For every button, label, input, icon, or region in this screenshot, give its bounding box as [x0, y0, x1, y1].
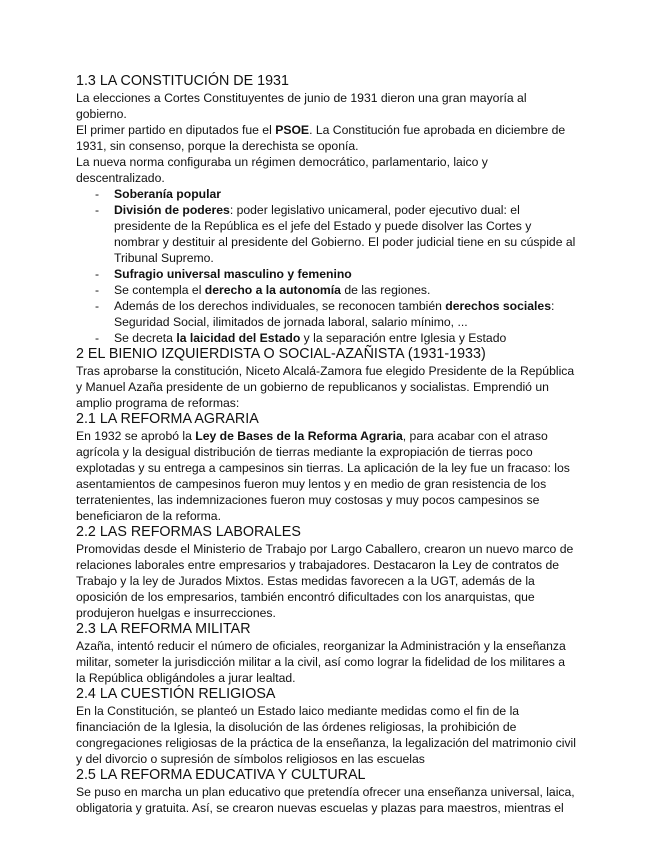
list-item — [76, 330, 576, 346]
dash-marker: - — [95, 203, 100, 217]
bold-text: PSOE — [275, 123, 310, 137]
paragraph-educational-reform: Se puso en marcha un plan educativo que pretendía ofrecer una enseñanza universal, laica, obligatoria y gratuita. Así, se crearon nuevas escuelas y plazas para maestros, mientras el — [76, 785, 575, 815]
bold-text: derecho a la autonomía — [204, 283, 341, 297]
text: : Seguridad Social, ilimitados de jornada laboral, salario mínimo, ... — [114, 299, 555, 329]
document-page — [76, 73, 576, 816]
section-heading-2-1: 2.1 LA REFORMA AGRARIA — [76, 411, 259, 427]
bold-text: Ley de Bases de la Reforma Agraria — [195, 429, 403, 443]
text: y la separación entre Iglesia y Estado — [300, 331, 507, 345]
paragraph-military-reform: Azaña, intentó reducir el número de oficiales, reorganizar la Administración y la enseñanza militar, someter la jurisdicción militar a la civil, así como lograr la fidelidad de los militares a la República obligándoles a jurar lealtad. — [76, 639, 566, 685]
paragraph-agrarian-reform — [76, 428, 576, 524]
dash-marker: - — [95, 299, 100, 313]
text: Además de los derechos individuales, se reconocen también — [114, 299, 446, 313]
list-item — [76, 266, 576, 282]
paragraph-labor-reforms: Promovidas desde el Ministerio de Trabajo por Largo Caballero, crearon un nuevo marco de relaciones laborales entre empresarios y trabajadores. Destacaron la Ley de contratos de Trabajo y la ley de Jurados Mixtos. Estas medidas favorecen a la UGT, además de la oposición de los empresarios, también encontró dificultades con los anarquistas, que produjeron huelgas e insurrecciones. — [76, 542, 574, 620]
paragraph-new-norm: La nueva norma configuraba un régimen democrático, parlamentario, laico y descentralizado. — [76, 155, 488, 185]
text: Se contempla el — [114, 283, 205, 297]
bold-text: Sufragio universal masculino y femenino — [114, 267, 352, 281]
constitution-bullet-list — [76, 186, 576, 346]
text: El primer partido en diputados fue el — [76, 123, 276, 137]
section-heading-2-5: 2.5 LA REFORMA EDUCATIVA Y CULTURAL — [76, 767, 366, 783]
text: Se decreta — [114, 331, 177, 345]
dash-marker: - — [95, 283, 100, 297]
text: , para acabar con el atraso agrícola y la desigual distribución de tierras mediante la expropiación de tierras poco explotadas y su entrega a campesinos sin tierras. La aplicación de la ley fue un fracaso: los asentamientos de campesinos fueron muy lentos y en medio de gran resistencia de los terratenientes, las indemnizaciones fueron muy costosas y muy pocos campesinos se beneficiaron de la reforma. — [76, 429, 570, 523]
paragraph-bienio: Tras aprobarse la constitución, Niceto Alcalá-Zamora fue elegido Presidente de la República y Manuel Azaña presidente de un gobierno de republicanos y socialistas. Emprendió un amplio programa de reformas: — [76, 364, 575, 410]
section-heading-2-4: 2.4 LA CUESTIÓN RELIGIOSA — [76, 686, 276, 702]
text: : poder legislativo unicameral, poder ejecutivo dual: el presidente de la República es el jefe del Estado y puede disolver las Cortes y nombrar y destituir al presidente del Gobierno. El poder judicial tiene en su cúspide al Tribunal Supremo. — [114, 203, 576, 265]
bold-text: División de poderes — [114, 203, 230, 217]
bold-text: la laicidad del Estado — [176, 331, 301, 345]
paragraph-religious-question: En la Constitución, se planteó un Estado laico mediante medidas como el fin de la financiación de la Iglesia, la disolución de las órdenes religiosas, la prohibición de congregaciones religiosas de la práctica de la enseñanza, la legalización del matrimonio civil y del divorcio o supresión de símbolos religiosos en las escuelas — [76, 704, 576, 766]
dash-marker: - — [95, 331, 100, 345]
dash-marker: - — [95, 187, 100, 201]
text: de las regiones. — [340, 283, 431, 297]
list-item — [76, 282, 576, 298]
text: En 1932 se aprobó la — [76, 429, 196, 443]
section-heading-2-3: 2.3 LA REFORMA MILITAR — [76, 621, 251, 637]
section-heading-1-3: 1.3 LA CONSTITUCIÓN DE 1931 — [76, 73, 289, 89]
dash-marker: - — [95, 267, 100, 281]
text: . La Constitución fue aprobada en diciembre de 1931, sin consenso, porque la derechista se oponía. — [76, 123, 566, 153]
list-item — [76, 202, 576, 266]
section-heading-2-2: 2.2 LAS REFORMAS LABORALES — [76, 524, 301, 540]
list-item — [76, 186, 576, 202]
paragraph-elections: La elecciones a Cortes Constituyentes de junio de 1931 dieron una gran mayoría al gobierno. — [76, 91, 527, 121]
section-heading-2: 2 EL BIENIO IZQUIERDISTA O SOCIAL-AZAÑISTA (1931-1933) — [76, 346, 486, 362]
bold-text: Soberanía popular — [114, 187, 221, 201]
paragraph-psoe — [76, 122, 576, 154]
bold-text: derechos sociales — [445, 299, 551, 313]
list-item — [76, 298, 576, 330]
